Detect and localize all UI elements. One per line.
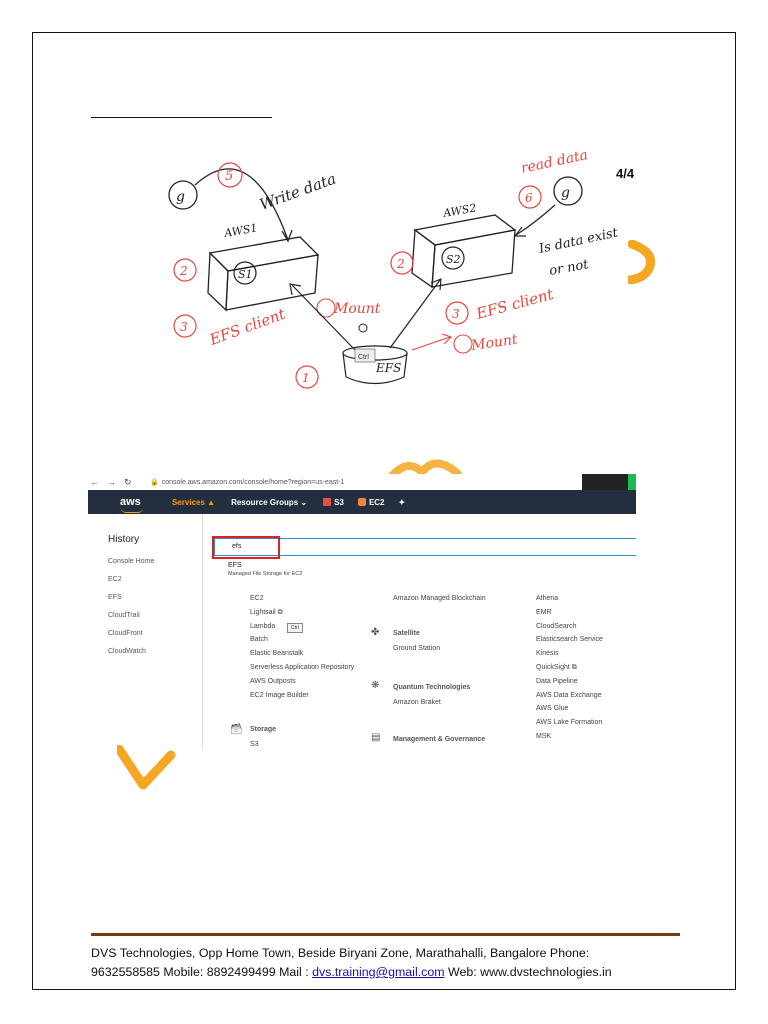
- history-item-efs[interactable]: EFS: [108, 594, 122, 601]
- mount-right-label: Mount: [470, 331, 519, 354]
- service-link[interactable]: Data Pipeline: [536, 677, 578, 685]
- compute-service-list: [250, 592, 354, 702]
- circle-2-right-label: 2: [397, 257, 405, 271]
- service-link[interactable]: AWS Data Exchange: [536, 691, 602, 699]
- instance-box-s1: [208, 237, 318, 310]
- lock-icon: 🔒: [150, 479, 159, 486]
- window-controls: [582, 474, 630, 490]
- service-link[interactable]: Athena: [536, 595, 559, 602]
- storage-category: Storage: [250, 726, 277, 733]
- management-category: Management & Governance: [393, 736, 486, 743]
- satellite-category: Satellite: [393, 630, 420, 637]
- service-link[interactable]: EMR: [536, 608, 552, 616]
- service-link[interactable]: Elasticsearch Service: [536, 636, 603, 644]
- or-not-label: or not: [548, 257, 590, 279]
- title-underline: [91, 117, 272, 118]
- circle-3-left-label: 3: [180, 320, 188, 334]
- read-data-label: read data: [519, 147, 590, 177]
- is-data-exist-label: Is data exist: [537, 225, 620, 257]
- footer-rule: [91, 933, 680, 936]
- svg-text:g: g: [561, 185, 570, 201]
- aws1-label: AWS1: [223, 221, 259, 240]
- arrow-efs-to-s1: [292, 285, 355, 350]
- service-link[interactable]: Batch: [250, 636, 268, 644]
- satellite-service-list: [393, 642, 440, 656]
- quantum-service-list: [393, 696, 441, 710]
- circle-6-label: 6: [525, 191, 533, 205]
- ctrl-label: Ctrl: [358, 354, 369, 361]
- page-number: 4/4: [616, 166, 635, 181]
- mount-left-label: Mount: [334, 301, 381, 317]
- circle-2-left-label: 2: [180, 264, 188, 278]
- service-link[interactable]: AWS Glue: [536, 705, 569, 713]
- search-value: efs: [232, 543, 242, 550]
- s3-shortcut[interactable]: S3: [323, 498, 344, 507]
- email-link[interactable]: dvs.training@gmail.com: [312, 965, 445, 979]
- s2-label: S2: [446, 253, 461, 266]
- ctrl-tag: Ctrl: [287, 623, 303, 633]
- s3-icon: [323, 498, 331, 506]
- suggestion-description: Managed File Storage for EC2: [228, 571, 303, 577]
- suggestion-name: EFS: [228, 562, 242, 569]
- write-data-label: Write data: [257, 169, 339, 214]
- center-dot: [359, 324, 367, 332]
- step-5-marker: [218, 163, 242, 187]
- aws-top-nav: [88, 490, 636, 514]
- footer-line-1: DVS Technologies, Opp Home Town, Beside Biryani Zone, Marathahalli, Bangalore Phone:: [91, 946, 590, 960]
- efs-architecture-sketch: [150, 145, 630, 400]
- history-title: History: [108, 534, 140, 545]
- forward-icon[interactable]: →: [107, 476, 116, 487]
- service-link[interactable]: AWS Outposts: [250, 677, 296, 685]
- s1-label: S1: [238, 268, 253, 281]
- user-left-icon: [169, 181, 197, 209]
- extension-badge: [628, 474, 636, 490]
- resource-groups-menu[interactable]: Resource Groups ⌄: [231, 497, 308, 507]
- back-icon[interactable]: ←: [90, 476, 99, 487]
- watermark-fragment-right: [628, 240, 658, 284]
- browser-nav: [88, 477, 150, 488]
- circle-3-right-label: 3: [452, 307, 460, 321]
- service-link[interactable]: Amazon Managed Blockchain: [393, 595, 486, 602]
- aws-smile-icon: [121, 508, 143, 513]
- browser-address-bar: [88, 474, 636, 490]
- ec2-shortcut[interactable]: EC2: [358, 498, 385, 507]
- footer-line-2: 9632558585 Mobile: 8892499499 Mail : dvs.training@gmail.com Web: www.dvstechnologies.in: [91, 965, 612, 979]
- efs-client-right-label: EFS client: [474, 285, 556, 323]
- reload-icon[interactable]: ↻: [124, 476, 132, 487]
- service-link[interactable]: Serverless Application Repository: [250, 663, 355, 671]
- aws-logo[interactable]: aws: [120, 496, 148, 508]
- satellite-icon: ✤: [371, 627, 380, 638]
- service-link[interactable]: Elastic Beanstalk: [250, 650, 304, 658]
- service-link[interactable]: EC2 Image Builder: [250, 691, 309, 699]
- storage-service-list: [250, 738, 259, 750]
- arrow-efs-to-s2: [390, 280, 440, 348]
- svg-text:g: g: [176, 189, 185, 205]
- service-link[interactable]: Amazon Braket: [393, 699, 441, 706]
- service-link[interactable]: EC2: [250, 595, 264, 602]
- watermark-fragment-v: [117, 745, 177, 793]
- read-arrow: [516, 205, 555, 235]
- aws2-label: AWS2: [442, 201, 478, 220]
- service-link[interactable]: Lightsail ⧉: [250, 608, 283, 616]
- service-link[interactable]: Ground Station: [393, 645, 441, 652]
- service-link[interactable]: S3: [250, 741, 259, 748]
- service-link[interactable]: CloudSearch: [536, 622, 577, 630]
- search-suggestion-efs[interactable]: [228, 562, 302, 577]
- service-link[interactable]: AWS Lake Formation: [536, 719, 603, 727]
- url-text[interactable]: console.aws.amazon.com/console/home?region=us-east-1: [161, 478, 345, 486]
- history-item-cloudfront[interactable]: CloudFront: [108, 630, 143, 637]
- ec2-icon: [358, 498, 366, 506]
- blockchain-service: [393, 592, 486, 606]
- history-item-console-home[interactable]: Console Home: [108, 558, 155, 565]
- aws-console-screenshot: [88, 474, 636, 750]
- service-link[interactable]: QuickSight ⧉: [536, 663, 577, 671]
- footer: [91, 944, 711, 982]
- history-sidebar: [88, 514, 203, 750]
- history-item-cloudtrail[interactable]: CloudTrail: [108, 612, 140, 619]
- analytics-service-list: [536, 592, 603, 744]
- instance-box-s2: [412, 215, 515, 287]
- service-link[interactable]: MSK: [536, 732, 552, 740]
- history-item-cloudwatch[interactable]: CloudWatch: [108, 648, 146, 655]
- management-icon: ▤: [371, 732, 381, 743]
- services-menu[interactable]: Services ▲: [172, 497, 216, 507]
- service-link[interactable]: Kinesis: [536, 650, 559, 658]
- history-item-ec2[interactable]: EC2: [108, 576, 122, 583]
- quantum-icon: ❋: [371, 680, 380, 691]
- pin-icon[interactable]: ✦: [398, 497, 406, 507]
- efs-label: EFS: [376, 361, 402, 375]
- storage-icon: 🗃: [230, 724, 243, 735]
- circle-5-label: 5: [225, 169, 234, 184]
- highlight-box: [212, 536, 280, 559]
- efs-client-left-label: EFS client: [207, 304, 288, 349]
- user-right-icon: [554, 177, 582, 205]
- circle-1-label: 1: [302, 371, 310, 385]
- service-link[interactable]: Lambda: [250, 622, 276, 630]
- quantum-category: Quantum Technologies: [393, 684, 471, 691]
